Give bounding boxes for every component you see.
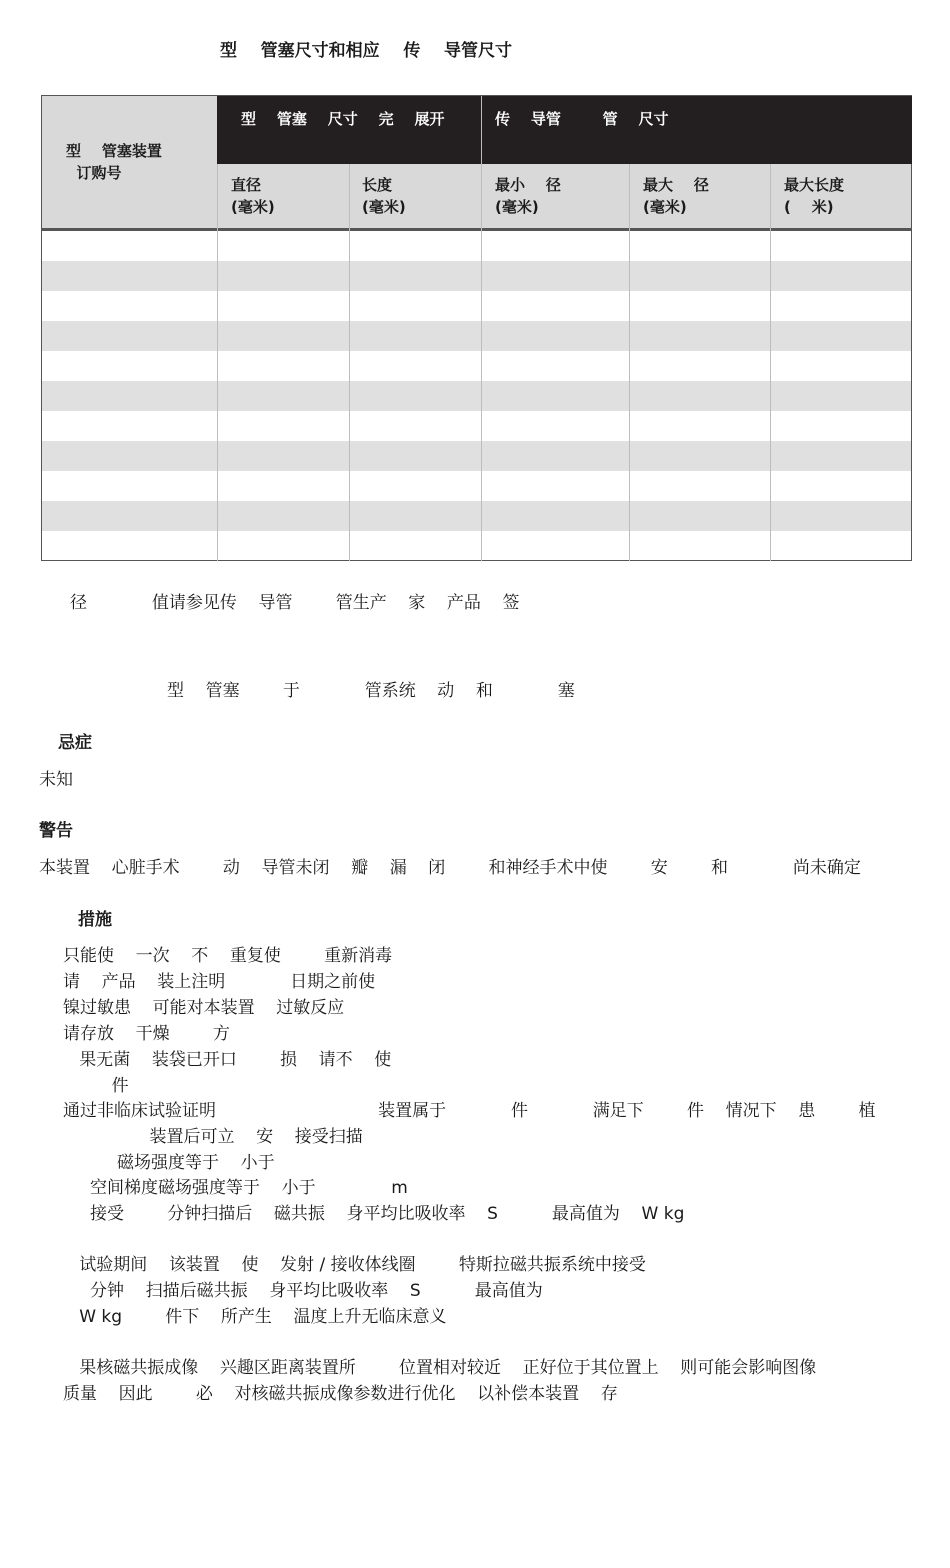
col-header-length-line2: (毫米) [362, 198, 406, 216]
left-header-line1: 型 管塞装置 [66, 142, 162, 160]
col-header-max-length-line2: ( 米) [784, 198, 834, 216]
column-divider [770, 164, 771, 561]
table-row [42, 441, 911, 471]
column-divider [629, 164, 630, 561]
precaution-line: 件 [63, 1076, 129, 1096]
precaution-line: 请存放 干燥 方 [63, 1024, 230, 1044]
col-header-length [349, 164, 481, 228]
table-row [42, 351, 911, 381]
page-title: 型 管塞尺寸和相应 传 导管尺寸 [220, 41, 513, 61]
group-header-catheter-label: 传 导管 管 尺寸 [495, 110, 669, 128]
precaution-line: 接受 分钟扫描后 磁共振 身平均比吸收率 S 最高值为 W kg [63, 1204, 685, 1224]
group-header-plug [217, 96, 481, 164]
col-header-length-line1: 长度 [362, 176, 393, 194]
table-row [42, 321, 911, 351]
column-divider [217, 164, 218, 561]
table-row [42, 411, 911, 441]
precaution-line: 质量 因此 必 对核磁共振成像参数进行优化 以补偿本装置 存 [63, 1384, 618, 1404]
device-description: 型 管塞 于 管系统 动 和 塞 [167, 681, 575, 701]
precautions-heading: 措施 [78, 910, 112, 930]
precaution-line: 请 产品 装上注明 日期之前使 [63, 972, 376, 992]
col-header-max-id-line2: (毫米) [643, 198, 687, 216]
table-row [42, 471, 911, 501]
col-header-diameter [217, 164, 349, 228]
left-header-line2: 订购号 [66, 164, 122, 182]
table-row [42, 291, 911, 321]
precaution-line: 镍过敏患 可能对本装置 过敏反应 [63, 998, 345, 1018]
precaution-line: 空间梯度磁场强度等于 小于 m [63, 1178, 408, 1198]
group-header-catheter [481, 96, 912, 164]
column-divider [349, 164, 350, 561]
left-header [42, 96, 217, 228]
precaution-line: 磁场强度等于 小于 [63, 1153, 275, 1173]
warning-heading: 警告 [39, 821, 73, 841]
table-note: 径 值请参见传 导管 管生产 家 产品 签 [70, 593, 520, 613]
col-header-min-id [481, 164, 629, 228]
precaution-line: 装置后可立 安 接受扫描 [63, 1127, 363, 1147]
precaution-line: 只能使 一次 不 重复使 重新消毒 [63, 946, 393, 966]
table-row [42, 501, 911, 531]
col-header-min-id-line2: (毫米) [495, 198, 539, 216]
precaution-line: 试验期间 该装置 使 发射 / 接收体线圈 特斯拉磁共振系统中接受 [63, 1255, 646, 1275]
col-header-max-id [629, 164, 770, 228]
col-header-min-id-line1: 最小 径 [495, 176, 561, 194]
table-row [42, 261, 911, 291]
contraindications-text: 未知 [39, 770, 73, 790]
col-header-max-id-line1: 最大 径 [643, 176, 709, 194]
size-table [41, 95, 912, 561]
precaution-line: 通过非临床试验证明 装置属于 件 满足下 件 情况下 患 植 [63, 1101, 876, 1121]
group-header-plug-label: 型 管塞 尺寸 完 展开 [241, 110, 445, 128]
col-header-diameter-line1: 直径 [231, 176, 262, 194]
contraindications-heading: 忌症 [58, 733, 92, 753]
column-divider [481, 96, 482, 561]
precaution-line: 果核磁共振成像 兴趣区距离装置所 位置相对较近 正好位于其位置上 则可能会影响图像 [63, 1358, 817, 1378]
table-row [42, 381, 911, 411]
table-row [42, 231, 911, 261]
precaution-line: 果无菌 装袋已开口 损 请不 使 [63, 1050, 392, 1070]
col-header-max-length-line1: 最大长度 [784, 176, 845, 194]
precaution-line: W kg 件下 所产生 温度上升无临床意义 [63, 1307, 447, 1327]
table-row [42, 531, 911, 561]
col-header-diameter-line2: (毫米) [231, 198, 275, 216]
precaution-line: 分钟 扫描后磁共振 身平均比吸收率 S 最高值为 [63, 1281, 543, 1301]
warning-text: 本装置 心脏手术 动 导管未闭 瓣 漏 闭 和神经手术中使 安 和 尚未确定 [39, 858, 861, 878]
col-header-max-length [770, 164, 911, 228]
